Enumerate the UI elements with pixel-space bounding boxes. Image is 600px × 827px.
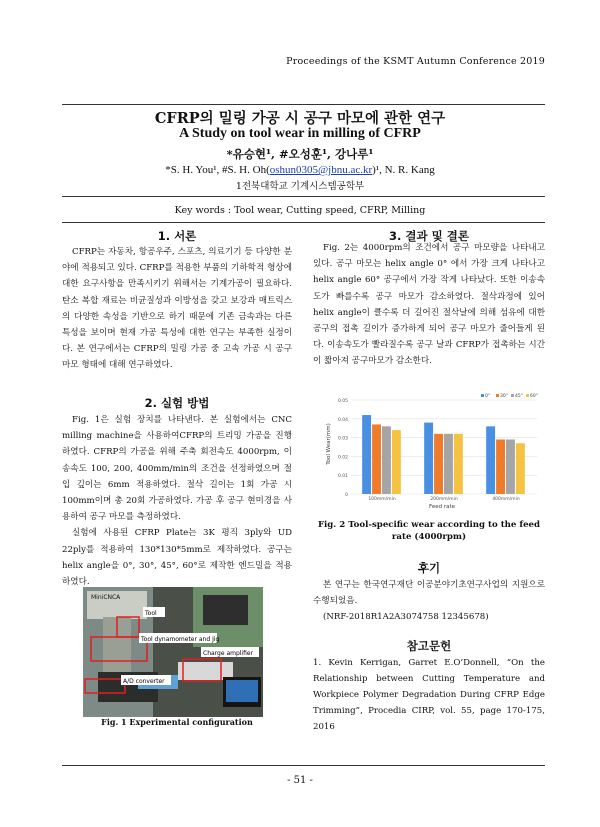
ack-grant: (NRF-2018R1A2A3074758 12345678): [323, 612, 489, 623]
legend-label: 0°: [485, 394, 491, 399]
method-paragraph: [62, 412, 292, 590]
authors-english: [0, 164, 600, 176]
bar-1-2: [444, 434, 453, 494]
bar-2-1: [496, 439, 505, 494]
label-dynamometer: Tool dynamometer and Jig: [141, 636, 220, 643]
authors-english-pre: *S. H. You¹, #S. H. Oh(: [165, 164, 270, 176]
results-text: Fig. 2는 4000rpm의 조건에서 공구 마모량을 나타내고 있다. 공구 마모는 helix angle 0° 에서 가장 크게 나타나고 helix angle 60° 공구에서 가장 작게 나타났다. 또한 이송속도가 빠를수록 공구 마모가 감소하였다. 절삭과정에 있어 helix angle이 클수록 더 길어진 절삭날에 의해 섬유에 대한 공구의 접촉 길이가 증가하게 되어 공구 마모가 줄어들게 된다. 이송속도가 빨라질수록 공구 날과 CFRP가 접촉하는 시간이 짧아져 공구마모가 감소한다.: [313, 243, 545, 367]
results-paragraph: [313, 240, 545, 370]
section-heading-ack: 후기: [417, 561, 441, 575]
header-rule: [62, 104, 545, 105]
legend-label: 45°: [515, 394, 523, 399]
y-tick-label: 0.05: [337, 399, 348, 404]
title-english: A Study on tool wear in milling of CFRP: [179, 126, 421, 141]
bar-0-1: [372, 424, 381, 494]
authors-korean: *유승현¹, #오성훈¹, 강나루¹: [226, 147, 374, 161]
legend-label: 30°: [500, 394, 508, 399]
bar-0-2: [382, 426, 391, 494]
bar-2-3: [516, 443, 525, 494]
legend-swatch: [511, 394, 514, 397]
x-tick-label: 200mm/min: [430, 497, 458, 502]
page-number: - 51 -: [287, 775, 313, 786]
section-heading-intro: 1. 서론: [157, 229, 197, 243]
y-tick-label: 0.04: [337, 417, 348, 423]
y-tick-label: 0.01: [337, 474, 348, 480]
y-tick-label: 0.02: [337, 455, 348, 461]
setup-illustration: [83, 587, 263, 717]
intro-text: CFRP는 자동차, 항공우주, 스포츠, 의료기기 등 다양한 분야에 적용되고 있다. CFRP를 적용한 부품의 기하학적 형상에 대한 요구사항을 만족시키기 위해서는 기계가공이 필요하다. 탄소 복합 재료는 비균질성과 이방성을 갖고 보강과 매트릭스의 다양한 속성을 기반으로 하기 때문에 기존 금속과는 다른 특성을 보이며 현재 가공 특성에 대한 연구는 부족한 실정이다. 본 연구에서는 CFRP의 밀링 가공 중 고속 가공 시 공구 마모 형태에 대해 연구하였다.: [62, 247, 292, 371]
section-heading-results: 3. 결과 및 결론: [389, 229, 469, 243]
keywords: Key words : Tool wear, Cutting speed, CFRP, Milling: [174, 205, 426, 216]
chart-legend: [481, 393, 538, 399]
keyword-top-rule: [62, 196, 545, 197]
author-email-link[interactable]: oshun0305@jbnu.ac.kr: [269, 164, 373, 176]
method-text-1: Fig. 1은 실험 장치를 나타낸다. 본 실험에서는 CNC milling machine을 사용하여CFRP의 트리밍 가공을 진행하였다. CFRP의 가공을 위해 주축 회전속도 4000rpm, 이송속도 100, 200, 400mm/min의 조건을 선정하였으며 절입 깊이는 6mm 적용하였다. 절삭 길이는 1회 가공 시 100mm이며 총 20회 가공하였다. 가공 후 공구 현미경을 사용하여 공구 마모를 측정하였다.: [62, 415, 292, 523]
chart-x-axis-label: Feed rate: [428, 504, 456, 510]
bar-2-0: [486, 426, 495, 494]
y-tick-label: 0: [345, 493, 348, 498]
label-ad-converter: A/D converter: [123, 678, 165, 685]
label-tool: Tool: [145, 610, 157, 617]
affiliation: 1전북대학교 기계시스템공학부: [235, 181, 365, 192]
tool-wear-bar-chart: [323, 390, 545, 512]
ack-paragraph: [313, 577, 545, 626]
bar-1-0: [424, 423, 433, 494]
bar-0-3: [392, 430, 401, 494]
footer-rule: [62, 765, 545, 766]
chart-bars: [362, 415, 525, 494]
label-charge-amplifier: Charge amplifier: [203, 650, 254, 657]
legend-label: 60°: [530, 394, 538, 399]
bar-0-0: [362, 415, 371, 494]
legend-swatch: [526, 394, 529, 397]
reference-item: 1. Kevin Kerrigan, Garret E.O’Donnell, “On the Relationship between Cutting Temperature and Workpiece Polymer Degradation During CFRP Edge Trimming”, Procedia CIRP, vol. 55, page 170-175, 2016: [313, 658, 545, 732]
legend-swatch: [481, 394, 484, 397]
experimental-setup-photo: [83, 587, 263, 717]
section-heading-method: 2. 실험 방법: [144, 396, 210, 410]
authors-english-post: )¹, N. R. Kang: [372, 164, 435, 176]
bar-1-1: [434, 434, 443, 494]
y-tick-label: 0.03: [337, 436, 348, 442]
method-text-2: 실험에 사용된 CFRP Plate는 3K 평직 3ply와 UD 22ply를 적용하여 130*130*5mm로 제작하였다. 공구는 helix angle을 0°, 30°, 45°, 60°로 제작한 엔드밀을 적용하였다.: [62, 528, 292, 588]
chart-x-tick-labels: [368, 496, 520, 502]
fig2-caption-text: Fig. 2 Tool-specific wear according to the feed rate (4000rpm): [317, 520, 541, 542]
title-korean: CFRP의 밀링 가공 시 공구 마모에 관한 연구: [154, 110, 446, 127]
fig2-caption: [313, 519, 545, 543]
chart-y-tick-labels: [338, 398, 348, 498]
chart-y-axis-label: Tool Wear(mm): [326, 423, 332, 465]
x-tick-label: 400mm/min: [492, 497, 520, 502]
legend-swatch: [496, 394, 499, 397]
ack-text: 본 연구는 한국연구재단 이공분야기초연구사업의 지원으로 수행되었음.: [313, 580, 545, 607]
machine-label: MiniCNCA: [91, 594, 121, 601]
keyword-bottom-rule: [62, 222, 545, 223]
bar-1-3: [454, 434, 463, 494]
bar-2-2: [506, 439, 515, 494]
fig1-caption: Fig. 1 Experimental configuration: [101, 717, 253, 727]
reference-list: [313, 655, 545, 735]
intro-paragraph: [62, 244, 292, 374]
conference-header: Proceedings of the KSMT Autumn Conference 2019: [286, 56, 545, 67]
section-heading-refs: 참고문헌: [406, 639, 452, 653]
x-tick-label: 100mm/min: [368, 497, 396, 502]
